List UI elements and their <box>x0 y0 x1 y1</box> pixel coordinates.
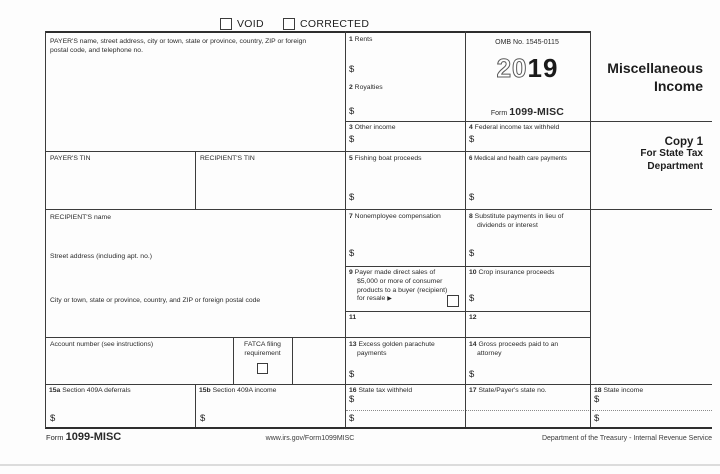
box11-label: 11 <box>349 314 357 321</box>
box2-amount-field[interactable]: $ <box>349 106 355 117</box>
footer-agency: Department of the Treasury - Internal Revenue Service <box>541 435 712 442</box>
footer-url: www.irs.gov/Form1099MISC <box>265 435 355 442</box>
form-title-line1: Miscellaneous <box>607 60 703 76</box>
divider-middle-right <box>465 31 466 427</box>
box4-amount-field[interactable]: $ <box>469 134 475 145</box>
box18-amount-field-1[interactable]: $ <box>594 394 600 405</box>
box1-amount-field[interactable]: $ <box>349 64 355 75</box>
border-top <box>45 31 590 33</box>
form-number-box <box>465 106 590 118</box>
account-number-label: Account number (see instructions) <box>50 341 154 348</box>
divider-left-middle <box>345 31 346 427</box>
box7-amount-field[interactable]: $ <box>349 248 355 259</box>
box12-label: 12 <box>469 314 477 321</box>
box14-amount-field[interactable]: $ <box>469 369 475 380</box>
box9-label: 9 Payer made direct sales of $5,000 or more of consumer products to a buyer (recipient) for resale ▶ <box>349 269 448 303</box>
fatca-label: FATCA filing requirement <box>244 341 281 357</box>
box10-amount-field[interactable]: $ <box>469 293 475 304</box>
line-box9-bottom <box>345 311 590 312</box>
box8-label: 8 Substitute payments in lieu of dividends or interest <box>469 213 564 229</box>
box9-direct-sales-checkbox[interactable] <box>447 295 459 307</box>
footer-form-num: 1099-MISC <box>65 431 122 443</box>
box16-dotted-line <box>346 410 464 411</box>
page-edge-divider <box>0 464 720 466</box>
divider-15a-15b <box>195 384 196 427</box>
box15a-label: 15a Section 409A deferrals <box>49 387 131 394</box>
box4-label: 4 Federal income tax withheld <box>469 124 560 131</box>
tax-year-outline: 20 <box>496 53 528 83</box>
box16-amount-field-2[interactable]: $ <box>349 413 355 424</box>
void-checkbox[interactable] <box>220 18 232 30</box>
form-title-line2: Income <box>653 78 703 95</box>
box5-amount-field[interactable]: $ <box>349 192 355 203</box>
omb-number: OMB No. 1545-0115 <box>495 39 559 46</box>
border-bottom <box>45 427 712 429</box>
box14-label: 14 Gross proceeds paid to an attorney <box>469 341 559 357</box>
line-tin-bottom <box>45 209 712 210</box>
box10-label: 10 Crop insurance proceeds <box>469 269 555 276</box>
box5-label: 5 Fishing boat proceeds <box>349 155 422 162</box>
box2-label: 2 Royalties <box>349 84 383 91</box>
divider-account-fatca <box>233 337 234 384</box>
recipient-tin-label: RECIPIENT'S TIN <box>200 155 255 162</box>
copy-for-line2: Department <box>647 160 703 172</box>
line-under-omb <box>345 121 712 122</box>
copy-for-line1: For State Tax <box>640 148 703 159</box>
copy-label: Copy 1 <box>664 136 703 148</box>
form-number: 1099-MISC <box>509 106 565 118</box>
box3-amount-field[interactable]: $ <box>349 134 355 145</box>
box13-amount-field[interactable]: $ <box>349 369 355 380</box>
box16-amount-field-1[interactable]: $ <box>349 394 355 405</box>
recipient-name-label: RECIPIENT'S name <box>50 214 111 221</box>
box8-amount-field[interactable]: $ <box>469 248 475 259</box>
box18-amount-field-2[interactable]: $ <box>594 413 600 424</box>
box6-amount-field[interactable]: $ <box>469 192 475 203</box>
line-account-top <box>45 337 590 338</box>
resale-arrow-icon: ▶ <box>387 296 392 303</box>
payer-info-label: PAYER'S name, street address, city or town, state or province, country, ZIP or foreign postal code, and telephone no. <box>50 38 307 54</box>
box16-label: 16 State tax withheld <box>349 387 413 394</box>
city-label: City or town, state or province, country, and ZIP or foreign postal code <box>50 297 261 304</box>
corrected-checkbox[interactable] <box>283 18 295 30</box>
corrected-label: CORRECTED <box>300 18 370 30</box>
box17-label: 17 State/Payer's state no. <box>469 387 547 394</box>
box13-label: 13 Excess golden parachute payments <box>349 341 435 357</box>
tax-year-bold: 19 <box>527 53 559 83</box>
payer-tin-label: PAYER'S TIN <box>50 155 91 162</box>
box6-label: 6 Medical and health care payments <box>469 155 567 162</box>
line-box7-bottom <box>345 266 590 267</box>
copy-designation <box>548 136 703 173</box>
form-word: Form <box>490 110 508 117</box>
footer-form-word: Form <box>46 433 64 442</box>
box18-label: 18 State income <box>594 387 644 394</box>
divider-fatca-right <box>292 337 293 384</box>
divider-tin <box>195 151 196 209</box>
line-tin-top <box>45 151 590 152</box>
box15b-label: 15b Section 409A income <box>199 387 277 394</box>
line-state-row-top <box>45 384 712 385</box>
box15a-amount-field[interactable]: $ <box>50 413 56 424</box>
form-title <box>520 59 703 95</box>
box7-label: 7 Nonemployee compensation <box>349 213 441 220</box>
box17-dotted-line <box>466 410 589 411</box>
box18-dotted-line <box>592 410 712 411</box>
void-label: VOID <box>237 18 264 30</box>
box15b-amount-field[interactable]: $ <box>200 413 206 424</box>
border-left <box>45 31 46 428</box>
street-address-label: Street address (including apt. no.) <box>50 253 153 260</box>
fatca-checkbox[interactable] <box>257 363 268 374</box>
box3-label: 3 Other income <box>349 124 396 131</box>
box1-label: 1 Rents <box>349 36 373 43</box>
footer-form-number <box>46 431 121 443</box>
